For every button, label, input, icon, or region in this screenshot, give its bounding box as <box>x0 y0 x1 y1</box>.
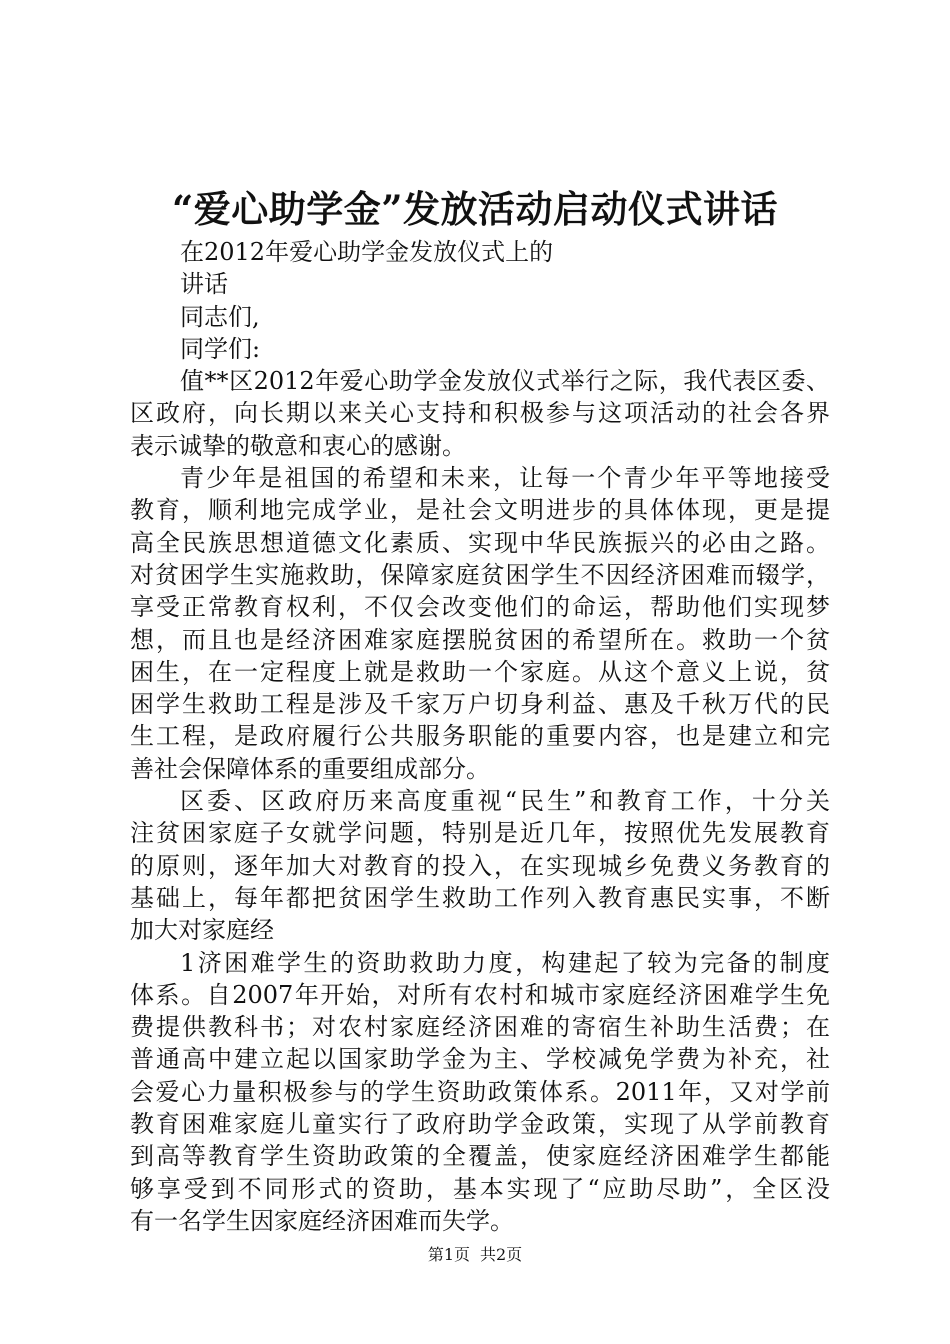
text-line: 享受正常教育权利，不仅会改变他们的命运，帮助他们实现梦 <box>130 593 830 622</box>
text-line: 讲话 <box>180 270 228 299</box>
text-line: 够享受到不同形式的资助，基本实现了“应助尽助”，全区没 <box>130 1174 830 1203</box>
text-line: 青少年是祖国的希望和未来，让每一个青少年平等地接受 <box>180 464 830 493</box>
text-line: 教育，顺利地完成学业，是社会文明进步的具体体现，更是提 <box>130 496 830 525</box>
text-line: 在2012年爱心助学金发放仪式上的 <box>180 238 554 266</box>
document-title: “爱心助学金”发放活动启动仪式讲话 <box>171 187 779 231</box>
text-line: 同学们: <box>180 334 261 363</box>
text-line: 有一名学生因家庭经济困难而失学。 <box>130 1206 514 1235</box>
text-line: 想，而且也是经济困难家庭摆脱贫困的希望所在。救助一个贫 <box>130 625 830 654</box>
text-line: 善社会保障体系的重要组成部分。 <box>130 754 490 783</box>
text-line: 区委、区政府历来高度重视“民生”和教育工作，十分关 <box>180 787 830 816</box>
text-line: 对贫困学生实施救助，保障家庭贫困学生不因经济困难而辍学， <box>130 560 830 589</box>
page-number: 第1页 <box>427 1245 470 1264</box>
text-line: 教育困难家庭儿童实行了政府助学金政策，实现了从学前教育 <box>130 1110 830 1139</box>
text-line: 表示诚挚的敬意和衷心的感谢。 <box>130 431 466 460</box>
text-line: 值**区2012年爱心助学金发放仪式举行之际，我代表区委、 <box>180 367 830 396</box>
text-line: 生工程，是政府履行公共服务职能的重要内容，也是建立和完 <box>130 722 830 751</box>
page-total: 共2页 <box>480 1245 523 1264</box>
text-line: 到高等教育学生资助政策的全覆盖，使家庭经济困难学生都能 <box>130 1142 830 1171</box>
text-line: 的原则，逐年加大对教育的投入，在实现城乡免费义务教育的 <box>130 851 830 880</box>
text-line: 注贫困家庭子女就学问题，特别是近几年，按照优先发展教育 <box>130 819 830 848</box>
text-line: 会爱心力量积极参与的学生资助政策体系。2011年，又对学前 <box>130 1077 830 1106</box>
text-line: 困生，在一定程度上就是救助一个家庭。从这个意义上说，贫 <box>130 657 830 686</box>
text-line: 费提供教科书；对农村家庭经济困难的寄宿生补助生活费；在 <box>130 1013 830 1042</box>
text-line: 同志们, <box>180 302 260 331</box>
text-line: 基础上，每年都把贫困学生救助工作列入教育惠民实事，不断 <box>130 883 830 912</box>
text-line: 困学生救助工程是涉及千家万户切身利益、惠及千秋万代的民 <box>130 690 830 719</box>
text-line: 高全民族思想道德文化素质、实现中华民族振兴的必由之路。 <box>130 528 830 557</box>
text-line: 普通高中建立起以国家助学金为主、学校减免学费为补充，社 <box>130 1045 830 1074</box>
text-line: 加大对家庭经 <box>130 916 274 945</box>
text-line: 体系。自2007年开始，对所有农村和城市家庭经济困难学生免 <box>130 980 830 1009</box>
text-line: 1济困难学生的资助救助力度，构建起了较为完备的制度 <box>180 948 830 977</box>
text-line: 区政府，向长期以来关心支持和积极参与这项活动的社会各界 <box>130 399 830 428</box>
page-footer <box>0 1244 950 1266</box>
document-body <box>130 236 830 1237</box>
